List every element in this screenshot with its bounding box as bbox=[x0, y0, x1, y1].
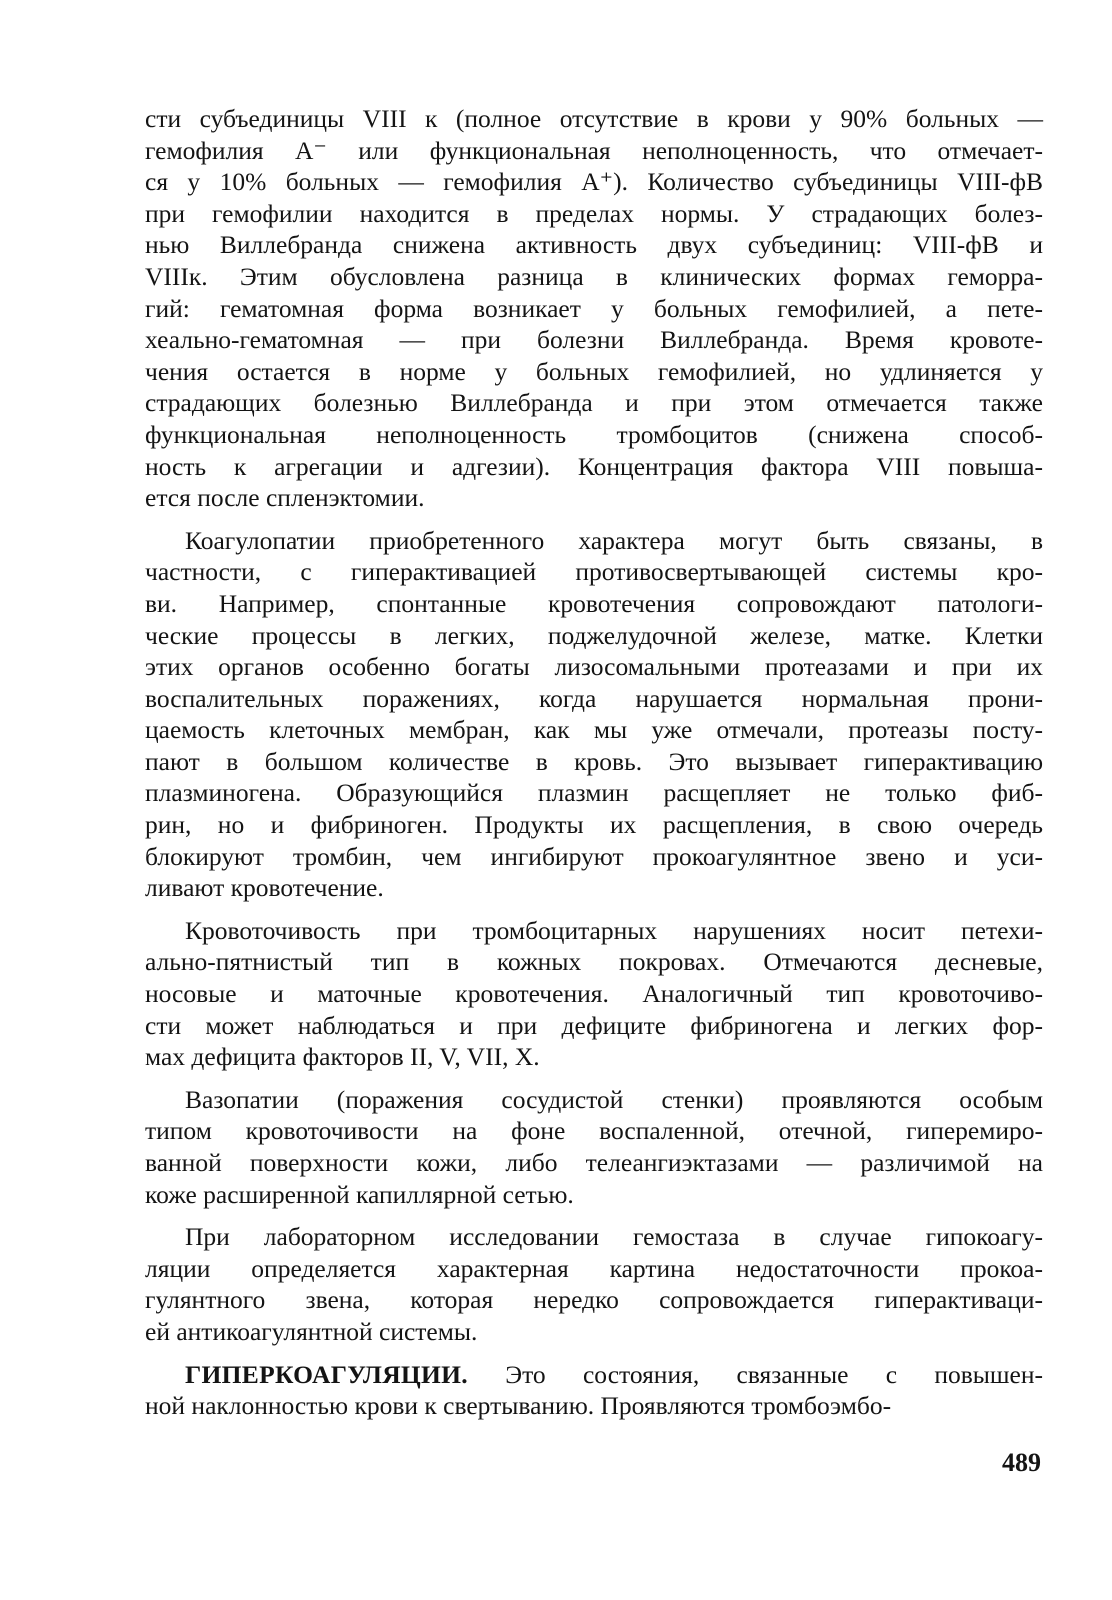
section-heading: ГИПЕРКОАГУЛЯЦИИ. bbox=[185, 1359, 468, 1389]
paragraph-4 bbox=[145, 1084, 1043, 1210]
text-line: носовые и маточные кровотечения. Аналогичный тип кровоточиво- bbox=[145, 979, 1043, 1009]
text-line: ви. Например, спонтанные кровотечения сопровождают патологи- bbox=[145, 588, 1043, 618]
text-line: ливают кровотечение. bbox=[145, 873, 384, 903]
paragraph-2 bbox=[145, 525, 1043, 904]
text-line: нью Виллебранда снижена активность двух субъединиц: VIII-фВ и bbox=[145, 230, 1043, 260]
text-line: ность к агрегации и адгезии). Концентрация фактора VIII повыша- bbox=[145, 451, 1043, 481]
text-line: Кровоточивость при тромбоцитарных нарушениях носит петехи- bbox=[185, 915, 1043, 945]
paragraph-1 bbox=[145, 103, 1043, 514]
text-line: ляции определяется характерная картина недостаточности прокоа- bbox=[145, 1253, 1043, 1283]
text-line: мах дефицита факторов II, V, VII, X. bbox=[145, 1042, 540, 1072]
text-line: ей антикоагулянтной системы. bbox=[145, 1316, 478, 1346]
page-body bbox=[145, 103, 1043, 1422]
text-line: пают в большом количестве в кровь. Это вызывает гиперактивацию bbox=[145, 746, 1043, 776]
paragraph-3 bbox=[145, 915, 1043, 1073]
text-line: частности, с гиперактивацией противосвертывающей системы кро- bbox=[145, 557, 1043, 587]
text-line: Коагулопатии приобретенного характера могут быть связаны, в bbox=[185, 525, 1043, 555]
text-line: цаемость клеточных мембран, как мы уже отмечали, протеазы посту- bbox=[145, 715, 1043, 745]
text-line: чения остается в норме у больных гемофилией, но удлиняется у bbox=[145, 356, 1043, 386]
text-line: воспалительных поражениях, когда нарушается нормальная прони- bbox=[145, 683, 1043, 713]
heading-continuation: Это состояния, связанные с повышен- bbox=[467, 1359, 1043, 1389]
text-line: этих органов особенно богаты лизосомальными протеазами и при их bbox=[145, 652, 1043, 682]
text-line: гий: гематомная форма возникает у больных гемофилией, а пете- bbox=[145, 293, 1043, 323]
text-line: Вазопатии (поражения сосудистой стенки) проявляются особым bbox=[185, 1084, 1043, 1114]
text-line: плазминогена. Образующийся плазмин расщепляет не только фиб- bbox=[145, 778, 1043, 808]
text-line: функциональная неполноценность тромбоцитов (снижена способ- bbox=[145, 419, 1043, 449]
text-line: ной наклонностью крови к свертыванию. Проявляются тромбоэмбо- bbox=[145, 1391, 892, 1421]
text-line: рин, но и фибриноген. Продукты их расщепления, в свою очередь bbox=[145, 810, 1043, 840]
text-line: ческие процессы в легких, поджелудочной железе, матке. Клетки bbox=[145, 620, 1043, 650]
text-line: ется после спленэктомии. bbox=[145, 483, 425, 513]
text-line: ально-пятнистый тип в кожных покровах. Отмечаются десневые, bbox=[145, 947, 1043, 977]
text-line: гемофилия A⁻ или функциональная неполноценность, что отмечает- bbox=[145, 135, 1043, 165]
text-line: При лабораторном исследовании гемостаза в случае гипокоагу- bbox=[185, 1222, 1043, 1252]
text-line: VIIIк. Этим обусловлена разница в клинических формах геморра- bbox=[145, 261, 1043, 291]
text-line: страдающих болезнью Виллебранда и при этом отмечается также bbox=[145, 388, 1043, 418]
text-line: ванной поверхности кожи, либо телеангиэктазами — различимой на bbox=[145, 1148, 1043, 1177]
text-line: коже расширенной капиллярной сетью. bbox=[145, 1179, 574, 1209]
paragraph-5 bbox=[145, 1221, 1043, 1347]
text-line: при гемофилии находится в пределах нормы. У страдающих болез- bbox=[145, 198, 1043, 228]
page-number: 489 bbox=[1002, 1448, 1041, 1477]
text-line: блокируют тромбин, чем ингибируют прокоагулянтное звено и уси- bbox=[145, 841, 1043, 871]
text-line bbox=[145, 1359, 1043, 1391]
text-line: ся у 10% больных — гемофилия A⁺). Количество субъединицы VIII-фВ bbox=[145, 167, 1043, 197]
text-line: хеально-гематомная — при болезни Виллебранда. Время кровоте- bbox=[145, 325, 1043, 355]
text-line: сти субъединицы VIII к (полное отсутствие в крови у 90% больных — bbox=[145, 104, 1043, 133]
text-line: типом кровоточивости на фоне воспаленной, отечной, гиперемиро- bbox=[145, 1116, 1043, 1146]
text-line: сти может наблюдаться и при дефиците фибриногена и легких фор- bbox=[145, 1010, 1043, 1040]
text-line: гулянтного звена, которая нередко сопровождается гиперактиваци- bbox=[145, 1285, 1043, 1315]
paragraph-6 bbox=[145, 1359, 1043, 1422]
